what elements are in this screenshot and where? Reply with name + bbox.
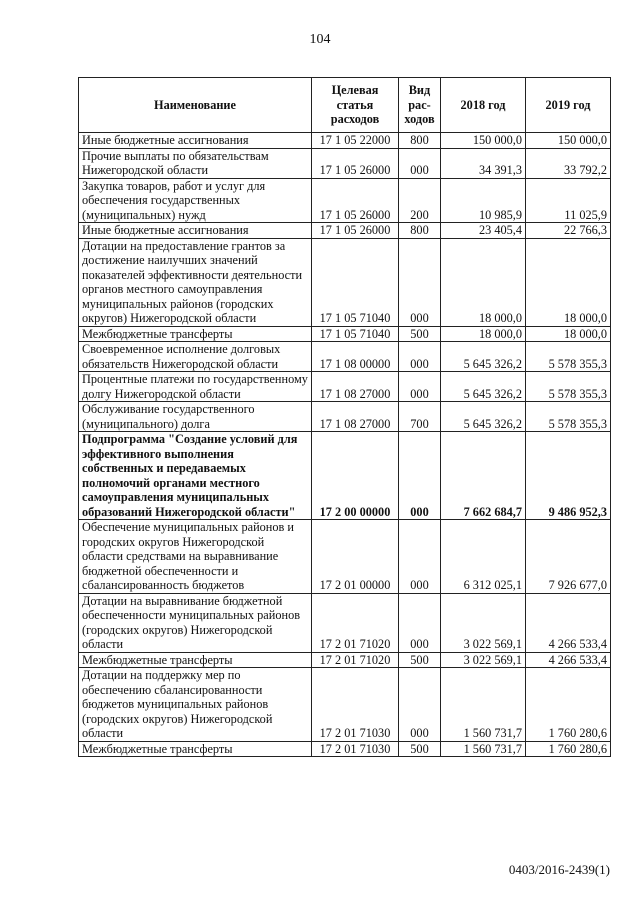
- row-value-2019: 5 578 355,3: [526, 402, 611, 432]
- row-target-article: 17 2 01 71030: [312, 741, 399, 757]
- row-name: Процентные платежи по государственному долгу Нижегородской области: [79, 372, 312, 402]
- header-target-article: Целевая статья расходов: [312, 78, 399, 133]
- row-value-2018: 23 405,4: [441, 223, 526, 239]
- table-row: [79, 741, 611, 757]
- row-name: Обеспечение муниципальных районов и городских округов Нижегородской области средствами на выравнивание бюджетной обеспеченности и сбалансированность бюджетов: [79, 520, 312, 594]
- table-header-row: [79, 78, 611, 133]
- row-target-article: 17 2 01 71030: [312, 668, 399, 742]
- row-target-article: 17 1 08 27000: [312, 402, 399, 432]
- row-value-2018: 18 000,0: [441, 326, 526, 342]
- row-value-2019: 18 000,0: [526, 326, 611, 342]
- row-value-2018: 1 560 731,7: [441, 741, 526, 757]
- row-target-article: 17 1 05 71040: [312, 326, 399, 342]
- row-value-2018: 1 560 731,7: [441, 668, 526, 742]
- header-name: Наименование: [79, 78, 312, 133]
- row-value-2019: 22 766,3: [526, 223, 611, 239]
- row-target-article: 17 1 05 22000: [312, 133, 399, 149]
- row-value-2019: 7 926 677,0: [526, 520, 611, 594]
- row-target-article: 17 1 08 27000: [312, 372, 399, 402]
- row-expense-kind: 700: [399, 402, 441, 432]
- row-name: Межбюджетные трансферты: [79, 652, 312, 668]
- row-name: Дотации на поддержку мер по обеспечению сбалансированности бюджетов муниципальных районов (городских округов) Нижегородской области: [79, 668, 312, 742]
- row-value-2019: 1 760 280,6: [526, 741, 611, 757]
- row-expense-kind: 500: [399, 326, 441, 342]
- table-row: [79, 432, 611, 520]
- table-row: [79, 372, 611, 402]
- row-expense-kind: 800: [399, 133, 441, 149]
- row-target-article: 17 2 01 71020: [312, 593, 399, 652]
- table-row: [79, 238, 611, 326]
- row-value-2019: 150 000,0: [526, 133, 611, 149]
- row-target-article: 17 2 00 00000: [312, 432, 399, 520]
- row-value-2018: 10 985,9: [441, 178, 526, 223]
- row-value-2019: 5 578 355,3: [526, 372, 611, 402]
- row-name: Межбюджетные трансферты: [79, 326, 312, 342]
- header-2018: 2018 год: [441, 78, 526, 133]
- table-row: [79, 402, 611, 432]
- row-expense-kind: 000: [399, 520, 441, 594]
- row-name: Иные бюджетные ассигнования: [79, 223, 312, 239]
- row-name: Дотации на выравнивание бюджетной обеспеченности муниципальных районов (городских округов) Нижегородской области: [79, 593, 312, 652]
- row-value-2018: 150 000,0: [441, 133, 526, 149]
- header-2019: 2019 год: [526, 78, 611, 133]
- row-expense-kind: 000: [399, 432, 441, 520]
- table-row: [79, 178, 611, 223]
- header-expense-kind: Вид рас-ходов: [399, 78, 441, 133]
- row-value-2019: 9 486 952,3: [526, 432, 611, 520]
- row-target-article: 17 1 05 26000: [312, 148, 399, 178]
- row-name: Подпрограмма "Создание условий для эффективного выполнения собственных и передаваемых полномочий органами местного самоуправления муниципальных образований Нижегородской области": [79, 432, 312, 520]
- document-code: 0403/2016-2439(1): [508, 862, 610, 877]
- row-value-2018: 7 662 684,7: [441, 432, 526, 520]
- row-name: Дотации на предоставление грантов за достижение наилучших значений показателей эффективности деятельности органов местного самоуправления муниципальных районов (городских округов) Нижегородской области: [79, 238, 312, 326]
- row-expense-kind: 000: [399, 372, 441, 402]
- table-row: [79, 326, 611, 342]
- row-value-2018: 5 645 326,2: [441, 402, 526, 432]
- row-value-2019: 1 760 280,6: [526, 668, 611, 742]
- row-target-article: 17 2 01 00000: [312, 520, 399, 594]
- row-target-article: 17 1 05 26000: [312, 178, 399, 223]
- row-name: Обслуживание государственного (муниципального) долга: [79, 402, 312, 432]
- table-row: [79, 148, 611, 178]
- row-name: Межбюджетные трансферты: [79, 741, 312, 757]
- row-expense-kind: 000: [399, 342, 441, 372]
- row-expense-kind: 500: [399, 741, 441, 757]
- row-name: Своевременное исполнение долговых обязательств Нижегородской области: [79, 342, 312, 372]
- table-row: [79, 520, 611, 594]
- row-value-2018: 6 312 025,1: [441, 520, 526, 594]
- row-expense-kind: 000: [399, 148, 441, 178]
- table-row: [79, 223, 611, 239]
- row-target-article: 17 1 08 00000: [312, 342, 399, 372]
- row-value-2019: 11 025,9: [526, 178, 611, 223]
- row-name: Закупка товаров, работ и услуг для обеспечения государственных (муниципальных) нужд: [79, 178, 312, 223]
- row-expense-kind: 000: [399, 593, 441, 652]
- row-value-2018: 3 022 569,1: [441, 593, 526, 652]
- table-row: [79, 342, 611, 372]
- row-target-article: 17 2 01 71020: [312, 652, 399, 668]
- page-number: 104: [309, 32, 331, 47]
- row-expense-kind: 000: [399, 668, 441, 742]
- table-row: [79, 133, 611, 149]
- row-value-2019: 4 266 533,4: [526, 652, 611, 668]
- row-expense-kind: 000: [399, 238, 441, 326]
- row-target-article: 17 1 05 26000: [312, 223, 399, 239]
- row-target-article: 17 1 05 71040: [312, 238, 399, 326]
- row-value-2019: 18 000,0: [526, 238, 611, 326]
- row-value-2018: 5 645 326,2: [441, 372, 526, 402]
- table-row: [79, 593, 611, 652]
- row-value-2019: 33 792,2: [526, 148, 611, 178]
- row-expense-kind: 500: [399, 652, 441, 668]
- row-value-2018: 34 391,3: [441, 148, 526, 178]
- budget-table: [78, 77, 611, 757]
- row-expense-kind: 200: [399, 178, 441, 223]
- row-value-2018: 5 645 326,2: [441, 342, 526, 372]
- row-value-2019: 4 266 533,4: [526, 593, 611, 652]
- row-expense-kind: 800: [399, 223, 441, 239]
- row-name: Прочие выплаты по обязательствам Нижегородской области: [79, 148, 312, 178]
- row-value-2018: 3 022 569,1: [441, 652, 526, 668]
- row-name: Иные бюджетные ассигнования: [79, 133, 312, 149]
- table-row: [79, 668, 611, 742]
- row-value-2019: 5 578 355,3: [526, 342, 611, 372]
- row-value-2018: 18 000,0: [441, 238, 526, 326]
- table-row: [79, 652, 611, 668]
